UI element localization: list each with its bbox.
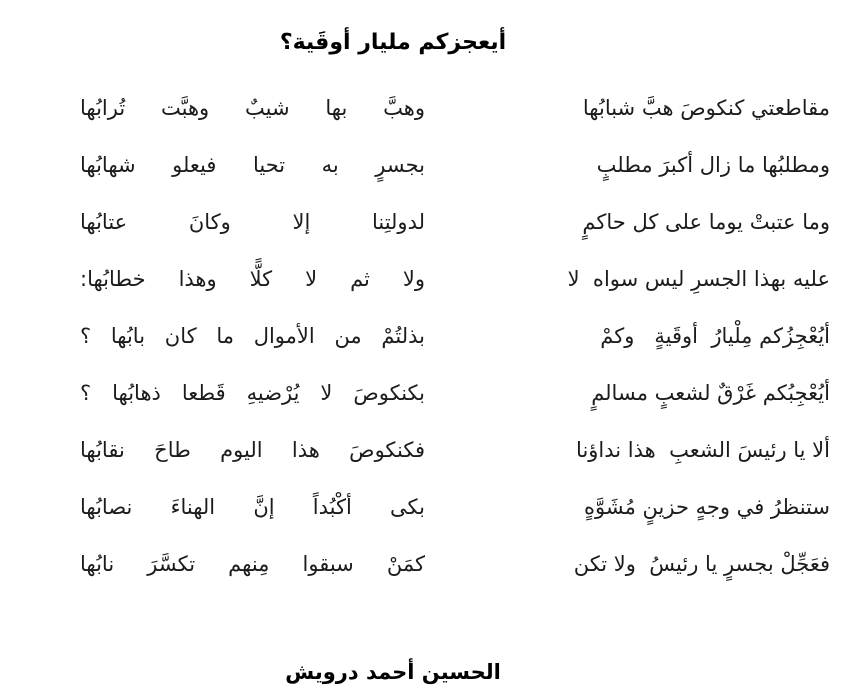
- hemistich-second: ولا ثم لا كلًّا وهذا خطابُها:: [80, 267, 425, 291]
- verse-row: [80, 365, 830, 422]
- verse-row: [80, 251, 830, 308]
- verse-row: [80, 80, 830, 137]
- hemistich-first: فعَجِّلْ بجسرٍ يا رئيسُ ولا تكن: [573, 552, 830, 576]
- verse-row: [80, 137, 830, 194]
- hemistich-second: بذلتُمْ من الأموال ما كان بابُها ؟: [80, 324, 425, 348]
- hemistich-second: بجسرٍ به تحيا فيعلو شهابُها: [80, 153, 425, 177]
- hemistich-first: ومطلبُها ما زال أكبرَ مطلبٍ: [596, 153, 830, 177]
- hemistich-first: أيُعْجِزُكم مِلْيارُ أوقَيةٍ وكمْ: [600, 324, 830, 348]
- hemistich-second: لدولتِنا إلا وكانَ عتابُها: [80, 210, 425, 234]
- hemistich-second: كمَنْ سبقوا مِنهم تكسَّرَ نابُها: [80, 552, 425, 576]
- poem-body: [80, 80, 830, 593]
- hemistich-second: فكنكوصَ هذا اليوم طاحَ نقابُها: [80, 438, 425, 462]
- hemistich-first: ألا يا رئيسَ الشعبِ هذا نداؤنا: [576, 438, 830, 462]
- poem-title: أيعجزكم مليار أوقَية؟: [279, 30, 507, 55]
- verse-row: [80, 479, 830, 536]
- hemistich-first: مقاطعتي كنكوصَ هبَّ شبابُها: [582, 96, 830, 120]
- verse-row: [80, 536, 830, 593]
- verse-row: [80, 194, 830, 251]
- hemistich-first: أيُعْجِبُكم غَرْقٌ لشعبٍ مسالمٍ: [591, 381, 830, 405]
- hemistich-second: بكى أكْبُداً إنَّ الهناءَ نصابُها: [80, 495, 425, 519]
- author-name: الحسين أحمد درويش: [285, 660, 501, 684]
- hemistich-second: بكنكوصَ لا يُرْضيهِ قَطعا ذهابُها ؟: [80, 381, 425, 405]
- verse-row: [80, 308, 830, 365]
- verse-row: [80, 422, 830, 479]
- hemistich-first: ستنظرُ في وجهٍ حزينٍ مُشَوَّهٍ: [584, 495, 830, 519]
- hemistich-first: عليه بهذا الجسرِ ليس سواه لا: [567, 267, 830, 291]
- hemistich-first: وما عتبتْ يوما على كل حاكمٍ: [582, 210, 830, 234]
- hemistich-second: وهبَّ بها شيبٌ وهبَّت تُرابُها: [80, 96, 425, 120]
